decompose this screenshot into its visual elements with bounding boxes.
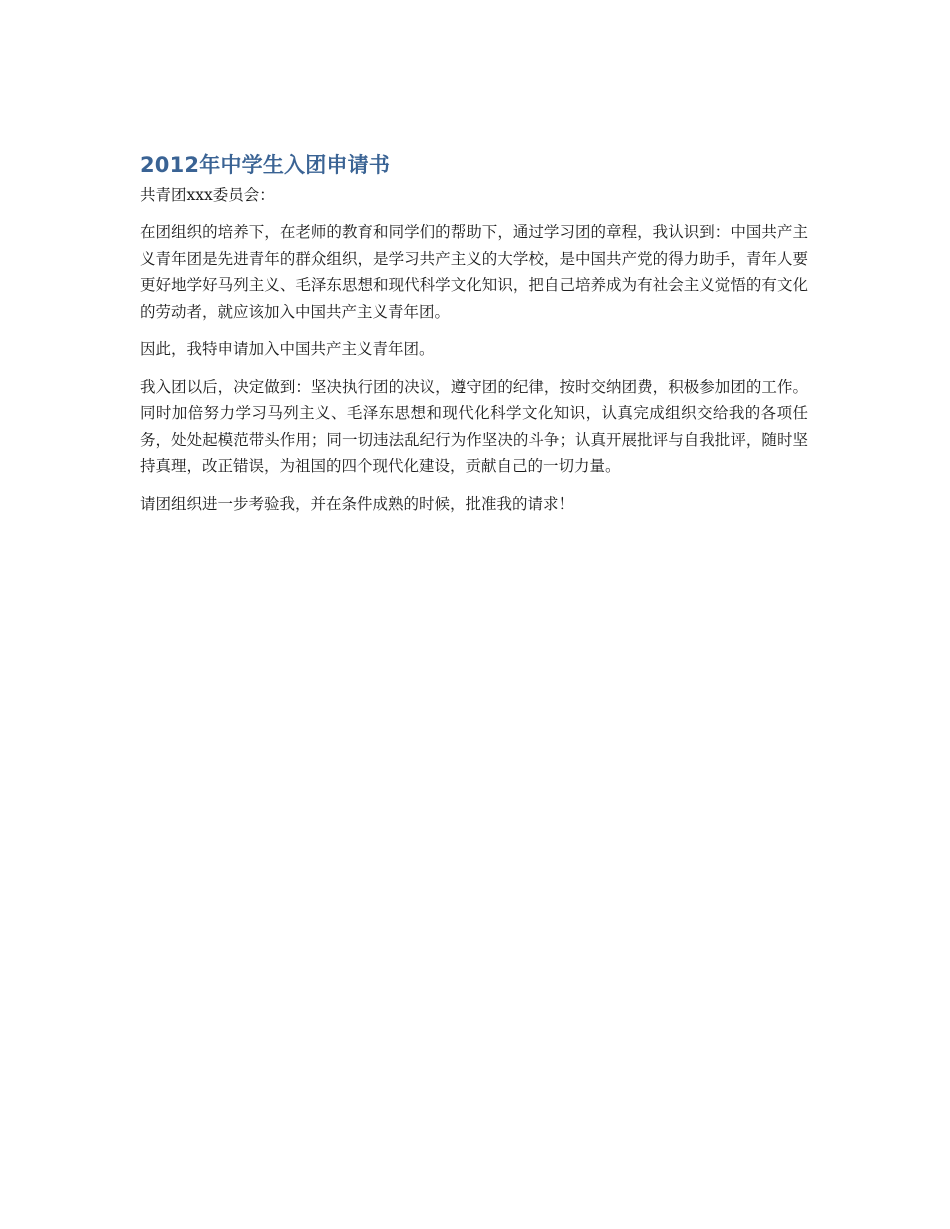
salutation: 共青团xxx委员会： — [140, 186, 275, 204]
paragraph-commitments: 我入团以后，决定做到：坚决执行团的决议，遵守团的纪律，按时交纳团费，积极参加团的工作。同时加倍努力学习马列主义、毛泽东思想和现代化科学文化知识，认真完成组织交给我的各项任务，处处起模范带头作用；同一切违法乱纪行为作坚决的斗争；认真开展批评与自我批评，随时坚持真理，改正错误，为祖国的四个现代化建设，贡献自己的一切力量。 — [140, 377, 808, 475]
document-body — [140, 150, 808, 517]
paragraph-request: 请团组织进一步考验我，并在条件成熟的时候，批准我的请求！ — [140, 494, 575, 513]
paragraph-understanding: 在团组织的培养下，在老师的教育和同学们的帮助下，通过学习团的章程，我认识到：中国共产主义青年团是先进青年的群众组织，是学习共产主义的大学校，是中国共产党的得力助手，青年人要更好地学好马列主义、毛泽东思想和现代科学文化知识，把自己培养成为有社会主义觉悟的有文化的劳动者，就应该加入中国共产主义青年团。 — [140, 223, 808, 321]
paragraph-application: 因此，我特申请加入中国共产主义青年团。 — [140, 340, 435, 358]
document-title: 2012年中学生入团申请书 — [140, 153, 391, 177]
